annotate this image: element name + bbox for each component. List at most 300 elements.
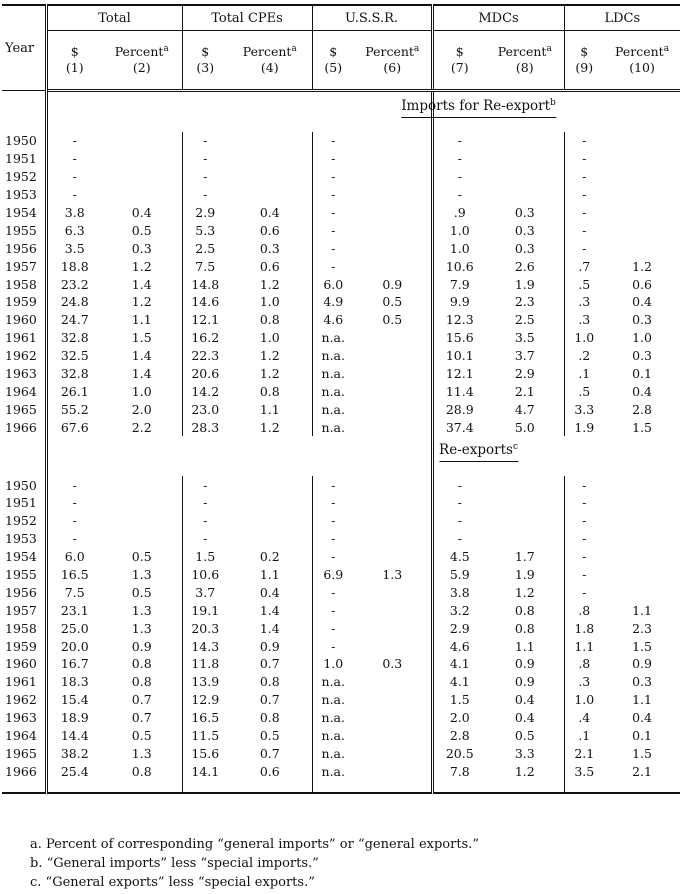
- percent-cell: [354, 132, 432, 150]
- percent-cell: 0.6: [632, 276, 652, 292]
- table-row: [2, 204, 680, 222]
- bottom-spacer-cell: [312, 780, 354, 793]
- percent-cell: 1.3: [131, 620, 152, 636]
- bottom-spacer-cell: [486, 780, 564, 793]
- year-cell: 1960: [2, 311, 46, 329]
- column-number: (1): [65, 60, 84, 75]
- dollar-cell: 32.5: [60, 348, 89, 364]
- year-cell: 1962: [2, 691, 46, 709]
- percent-cell: 0.3: [514, 240, 535, 256]
- dollar-cell: 2.9: [182, 204, 228, 222]
- year-cell: 1950: [2, 476, 46, 494]
- table-row: [2, 400, 680, 418]
- dollar-cell: 25.0: [60, 620, 89, 636]
- subheader-col-6: [354, 31, 432, 91]
- year-cell: 1951: [2, 150, 46, 168]
- percent-cell: [102, 168, 182, 186]
- table-row: [2, 637, 680, 655]
- percent-cell: 0.5: [131, 728, 152, 744]
- percent-cell: [354, 204, 432, 222]
- table-row: [2, 494, 680, 512]
- dollar-cell: n.a.: [312, 347, 354, 365]
- dollar-cell: 10.6: [432, 257, 486, 275]
- bottom-spacer-cell: [604, 780, 680, 793]
- percent-cell: 0.7: [131, 692, 152, 708]
- percent-cell: 0.4: [131, 205, 152, 220]
- year-cell: 1956: [2, 239, 46, 257]
- percent-cell: [354, 186, 432, 204]
- year-cell: 1953: [2, 186, 46, 204]
- dollar-cell: 14.2: [182, 382, 228, 400]
- percent-cell: [354, 347, 432, 365]
- percent-cell: [354, 709, 432, 727]
- percent-cell: 0.2: [259, 549, 280, 565]
- percent-cell: [604, 132, 680, 150]
- dollar-cell: -: [432, 530, 486, 548]
- dollar-cell: -: [312, 150, 354, 168]
- table-row: [2, 239, 680, 257]
- percent-cell: 2.0: [131, 401, 152, 417]
- percent-cell: [354, 476, 432, 494]
- dollar-cell: -: [182, 150, 228, 168]
- table-row: [2, 418, 680, 436]
- subheader-col-2: [102, 31, 182, 91]
- dollar-cell: -: [312, 619, 354, 637]
- footnote-marker: a: [163, 43, 169, 54]
- table-row: [2, 382, 680, 400]
- percent-cell: [604, 221, 680, 239]
- dollar-cell: 7.5: [182, 257, 228, 275]
- dollar-cell: 14.3: [182, 637, 228, 655]
- percent-cell: 0.3: [131, 240, 152, 256]
- table-row: [2, 329, 680, 347]
- dollar-cell: -: [564, 476, 604, 494]
- percent-cell: 3.3: [514, 745, 535, 761]
- subheader-label: $: [70, 43, 79, 59]
- percent-cell: 1.2: [259, 276, 280, 292]
- table-row: [2, 548, 680, 566]
- percent-cell: 0.5: [259, 728, 280, 744]
- bottom-spacer-cell: [354, 780, 432, 793]
- column-number: (7): [450, 60, 469, 75]
- section-title: [439, 442, 518, 462]
- statistics-table: [2, 4, 680, 794]
- dollar-cell: 2.8: [432, 727, 486, 745]
- dollar-cell: 16.7: [60, 656, 89, 672]
- dollar-cell: 15.6: [182, 745, 228, 763]
- year-cell: 1954: [2, 204, 46, 222]
- dollar-cell: n.a.: [312, 745, 354, 763]
- dollar-cell: -: [312, 239, 354, 257]
- dollar-cell: 32.8: [60, 330, 89, 346]
- percent-cell: [102, 476, 182, 494]
- dollar-cell: 4.9: [312, 293, 354, 311]
- dollar-cell: 18.3: [60, 674, 89, 690]
- dollar-cell: 20.6: [182, 365, 228, 383]
- table-row: [2, 186, 680, 204]
- dollar-cell: 9.9: [432, 293, 486, 311]
- percent-cell: 0.4: [514, 710, 535, 726]
- dollar-cell: 1.5: [182, 548, 228, 566]
- dollar-cell: .8: [564, 601, 604, 619]
- section-title-row: [2, 436, 680, 476]
- table-row: [2, 347, 680, 365]
- year-cell: 1957: [2, 601, 46, 619]
- percent-cell: [354, 583, 432, 601]
- percent-cell: 1.3: [131, 745, 152, 761]
- dollar-cell: n.a.: [312, 329, 354, 347]
- percent-cell: 1.2: [131, 258, 152, 274]
- percent-cell: 0.7: [259, 692, 280, 708]
- percent-cell: [354, 673, 432, 691]
- dollar-cell: .2: [564, 347, 604, 365]
- dollar-cell: -: [312, 512, 354, 530]
- percent-cell: 0.6: [259, 258, 280, 274]
- group-header-ldcs: LDCs: [564, 5, 680, 31]
- percent-cell: 0.3: [632, 674, 652, 690]
- percent-cell: 3.7: [514, 348, 535, 364]
- percent-cell: [354, 329, 432, 347]
- percent-cell: [604, 168, 680, 186]
- percent-cell: 0.1: [632, 366, 652, 382]
- table-row: [2, 530, 680, 548]
- percent-cell: [228, 494, 312, 512]
- percent-cell: 0.9: [514, 656, 535, 672]
- table-row: [2, 727, 680, 745]
- year-cell: 1950: [2, 132, 46, 150]
- dollar-cell: 1.0: [312, 655, 354, 673]
- dollar-cell: 4.1: [432, 673, 486, 691]
- dollar-cell: 7.5: [64, 584, 85, 600]
- percent-cell: 0.3: [632, 312, 652, 328]
- percent-cell: 1.0: [131, 383, 152, 399]
- dollar-cell: 4.6: [432, 637, 486, 655]
- dollar-cell: 23.1: [60, 602, 89, 618]
- percent-cell: 1.1: [259, 567, 280, 583]
- dollar-cell: -: [182, 186, 228, 204]
- percent-cell: 0.8: [131, 656, 152, 672]
- dollar-cell: .3: [564, 673, 604, 691]
- percent-cell: [604, 204, 680, 222]
- percent-cell: 1.4: [131, 348, 152, 364]
- percent-cell: 1.9: [514, 276, 535, 292]
- table-row: [2, 311, 680, 329]
- section-title: [401, 98, 556, 118]
- percent-cell: 1.3: [131, 567, 152, 583]
- year-cell: 1965: [2, 400, 46, 418]
- percent-cell: 1.4: [131, 366, 152, 382]
- percent-cell: 1.1: [514, 638, 535, 654]
- dollar-cell: 22.3: [182, 347, 228, 365]
- dollar-cell: 4.6: [312, 311, 354, 329]
- dollar-cell: -: [564, 186, 604, 204]
- percent-cell: [604, 476, 680, 494]
- percent-cell: [102, 512, 182, 530]
- dollar-cell: 20.3: [182, 619, 228, 637]
- percent-cell: 1.1: [632, 692, 652, 708]
- percent-cell: 1.2: [259, 419, 280, 435]
- subheader-label: Percent: [614, 43, 664, 59]
- percent-cell: 1.2: [131, 294, 152, 310]
- dollar-cell: -: [312, 530, 354, 548]
- dollar-cell: 3.3: [564, 400, 604, 418]
- year-cell: 1964: [2, 727, 46, 745]
- percent-cell: [354, 548, 432, 566]
- dollar-cell: -: [182, 530, 228, 548]
- subheader-label: $: [201, 43, 210, 59]
- percent-cell: [354, 365, 432, 383]
- dollar-cell: .9: [432, 204, 486, 222]
- year-cell: 1961: [2, 329, 46, 347]
- dollar-cell: -: [312, 637, 354, 655]
- percent-cell: 1.2: [514, 763, 535, 779]
- dollar-cell: -: [312, 476, 354, 494]
- percent-cell: 5.0: [514, 419, 535, 435]
- group-header-mdcs: MDCs: [432, 5, 564, 31]
- percent-cell: [354, 530, 432, 548]
- percent-cell: 2.6: [514, 258, 535, 274]
- table-row: [2, 150, 680, 168]
- percent-cell: [228, 186, 312, 204]
- dollar-cell: 11.8: [182, 655, 228, 673]
- subheader-label: Percent: [242, 43, 292, 59]
- percent-cell: 0.3: [259, 240, 280, 256]
- dollar-cell: 2.1: [564, 745, 604, 763]
- column-number: (10): [629, 60, 655, 75]
- footnote-marker: b: [550, 98, 556, 108]
- percent-cell: 2.5: [514, 312, 535, 328]
- dollar-cell: -: [72, 477, 77, 493]
- dollar-cell: n.a.: [312, 365, 354, 383]
- percent-cell: [354, 221, 432, 239]
- footnote-marker: c: [512, 442, 518, 453]
- dollar-cell: 3.2: [432, 601, 486, 619]
- dollar-cell: 4.1: [432, 655, 486, 673]
- dollar-cell: -: [432, 494, 486, 512]
- dollar-cell: -: [182, 494, 228, 512]
- dollar-cell: -: [182, 132, 228, 150]
- year-cell-blank: [2, 91, 46, 133]
- percent-cell: [102, 186, 182, 204]
- percent-cell: 0.3: [382, 656, 403, 672]
- dollar-cell: -: [72, 133, 77, 149]
- dollar-cell: 3.5: [64, 240, 85, 256]
- percent-cell: 1.4: [259, 602, 280, 618]
- percent-cell: 0.4: [632, 710, 652, 726]
- dollar-cell: 3.8: [432, 583, 486, 601]
- percent-cell: [604, 150, 680, 168]
- percent-cell: [354, 168, 432, 186]
- dollar-cell: -: [312, 186, 354, 204]
- section-title-holder: [48, 436, 518, 476]
- dollar-cell: -: [564, 221, 604, 239]
- percent-cell: 0.5: [131, 222, 152, 238]
- dollar-cell: 6.9: [312, 566, 354, 584]
- dollar-cell: 6.3: [64, 222, 85, 238]
- column-number: (4): [260, 60, 279, 75]
- percent-cell: [102, 494, 182, 512]
- dollar-cell: 1.8: [564, 619, 604, 637]
- section-title-cell: [46, 436, 518, 476]
- percent-cell: 0.5: [382, 312, 403, 328]
- percent-cell: 1.2: [259, 366, 280, 382]
- dollar-cell: -: [72, 151, 77, 167]
- dollar-cell: 24.8: [60, 294, 89, 310]
- footnote-marker: a: [413, 43, 420, 54]
- dollar-cell: 11.5: [182, 727, 228, 745]
- table-row: [2, 583, 680, 601]
- dollar-cell: -: [312, 257, 354, 275]
- dollar-cell: -: [432, 476, 486, 494]
- dollar-cell: 14.6: [182, 293, 228, 311]
- percent-cell: [604, 494, 680, 512]
- percent-cell: 0.1: [632, 728, 652, 744]
- dollar-cell: -: [432, 186, 486, 204]
- subheader-label: $: [580, 43, 589, 59]
- year-cell: 1966: [2, 418, 46, 436]
- dollar-cell: 2.0: [432, 709, 486, 727]
- dollar-cell: -: [72, 169, 77, 185]
- percent-cell: 1.3: [131, 602, 152, 618]
- percent-cell: 0.5: [131, 584, 152, 600]
- percent-cell: 1.5: [131, 330, 152, 346]
- dollar-cell: 24.7: [60, 312, 89, 328]
- dollar-cell: 5.9: [432, 566, 486, 584]
- table-row: [2, 293, 680, 311]
- dollar-cell: -: [564, 204, 604, 222]
- bottom-spacer-cell: [102, 780, 182, 793]
- dollar-cell: -: [72, 513, 77, 529]
- bottom-spacer-cell: [432, 780, 486, 793]
- dollar-cell: 15.4: [60, 692, 89, 708]
- percent-cell: 1.1: [131, 312, 152, 328]
- dollar-cell: n.a.: [312, 418, 354, 436]
- year-cell: 1964: [2, 382, 46, 400]
- dollar-cell: 15.6: [432, 329, 486, 347]
- bottom-spacer-cell: [2, 780, 46, 793]
- dollar-cell: 26.1: [60, 383, 89, 399]
- footnote: c. “General exports” less “special exports.”: [30, 875, 315, 890]
- dollar-cell: -: [564, 239, 604, 257]
- percent-cell: 0.4: [259, 584, 280, 600]
- percent-cell: 0.3: [632, 348, 652, 364]
- dollar-cell: .3: [564, 293, 604, 311]
- table-row: [2, 566, 680, 584]
- dollar-cell: .3: [564, 311, 604, 329]
- group-header-total-cpes: Total CPEs: [182, 5, 312, 31]
- dollar-cell: -: [182, 512, 228, 530]
- percent-cell: [102, 132, 182, 150]
- dollar-cell: 28.9: [432, 400, 486, 418]
- table-row: [2, 512, 680, 530]
- percent-cell: [486, 186, 564, 204]
- dollar-cell: 20.0: [60, 638, 89, 654]
- subheader-label: $: [329, 43, 338, 59]
- group-header-total: Total: [46, 5, 182, 31]
- year-cell: 1965: [2, 745, 46, 763]
- dollar-cell: 10.1: [432, 347, 486, 365]
- dollar-cell: 3.8: [64, 205, 85, 220]
- dollar-cell: .1: [564, 727, 604, 745]
- percent-cell: [354, 239, 432, 257]
- dollar-cell: n.a.: [312, 691, 354, 709]
- table-row: [2, 365, 680, 383]
- dollar-cell: 1.1: [564, 637, 604, 655]
- percent-cell: 0.8: [514, 602, 535, 618]
- year-cell: 1959: [2, 637, 46, 655]
- percent-cell: 1.1: [259, 401, 280, 417]
- year-cell: 1952: [2, 168, 46, 186]
- dollar-cell: 16.2: [182, 329, 228, 347]
- dollar-cell: 3.5: [564, 762, 604, 780]
- dollar-cell: 32.8: [60, 366, 89, 382]
- column-number: (3): [196, 60, 215, 75]
- subheader-col-10: [604, 31, 680, 91]
- percent-cell: [604, 512, 680, 530]
- year-cell: 1952: [2, 512, 46, 530]
- percent-cell: 0.4: [632, 383, 652, 399]
- percent-cell: [486, 530, 564, 548]
- percent-cell: 2.1: [514, 383, 535, 399]
- dollar-cell: -: [564, 150, 604, 168]
- percent-cell: 0.4: [514, 692, 535, 708]
- dollar-cell: 25.4: [60, 763, 89, 779]
- dollar-cell: -: [312, 204, 354, 222]
- dollar-cell: 16.5: [182, 709, 228, 727]
- footnote: a. Percent of corresponding “general imports” or “general exports.”: [30, 837, 480, 852]
- dollar-cell: 14.1: [182, 762, 228, 780]
- dollar-cell: 20.5: [432, 745, 486, 763]
- dollar-cell: -: [564, 132, 604, 150]
- percent-cell: 0.7: [131, 710, 152, 726]
- subheader-col-3: [182, 31, 228, 91]
- percent-cell: 1.5: [632, 638, 652, 654]
- dollar-cell: -: [564, 548, 604, 566]
- dollar-cell: -: [312, 601, 354, 619]
- percent-cell: 0.5: [131, 549, 152, 565]
- dollar-cell: .1: [564, 365, 604, 383]
- percent-cell: 0.8: [259, 674, 280, 690]
- percent-cell: 1.0: [259, 330, 280, 346]
- percent-cell: 1.0: [259, 294, 280, 310]
- dollar-cell: 14.8: [182, 275, 228, 293]
- percent-cell: 0.7: [259, 745, 280, 761]
- subheader-col-9: [564, 31, 604, 91]
- dollar-cell: .4: [564, 709, 604, 727]
- percent-cell: 0.8: [259, 312, 280, 328]
- dollar-cell: 6.0: [64, 549, 85, 565]
- percent-cell: 0.6: [259, 763, 280, 779]
- percent-cell: [486, 150, 564, 168]
- dollar-cell: -: [312, 548, 354, 566]
- dollar-cell: 11.4: [432, 382, 486, 400]
- section-title-cell: [46, 91, 556, 133]
- table-row: [2, 762, 680, 780]
- percent-cell: 0.4: [632, 294, 652, 310]
- dollar-cell: 10.6: [182, 566, 228, 584]
- dollar-cell: 12.1: [182, 311, 228, 329]
- percent-cell: 2.8: [632, 401, 652, 417]
- percent-cell: [604, 239, 680, 257]
- subheader-col-5: [312, 31, 354, 91]
- percent-cell: 1.1: [632, 602, 652, 618]
- dollar-cell: -: [564, 566, 604, 584]
- subheader-label: Percent: [365, 43, 414, 59]
- percent-cell: [354, 400, 432, 418]
- percent-cell: [486, 476, 564, 494]
- bottom-spacer-cell: [182, 780, 228, 793]
- section-title-row: [2, 91, 680, 133]
